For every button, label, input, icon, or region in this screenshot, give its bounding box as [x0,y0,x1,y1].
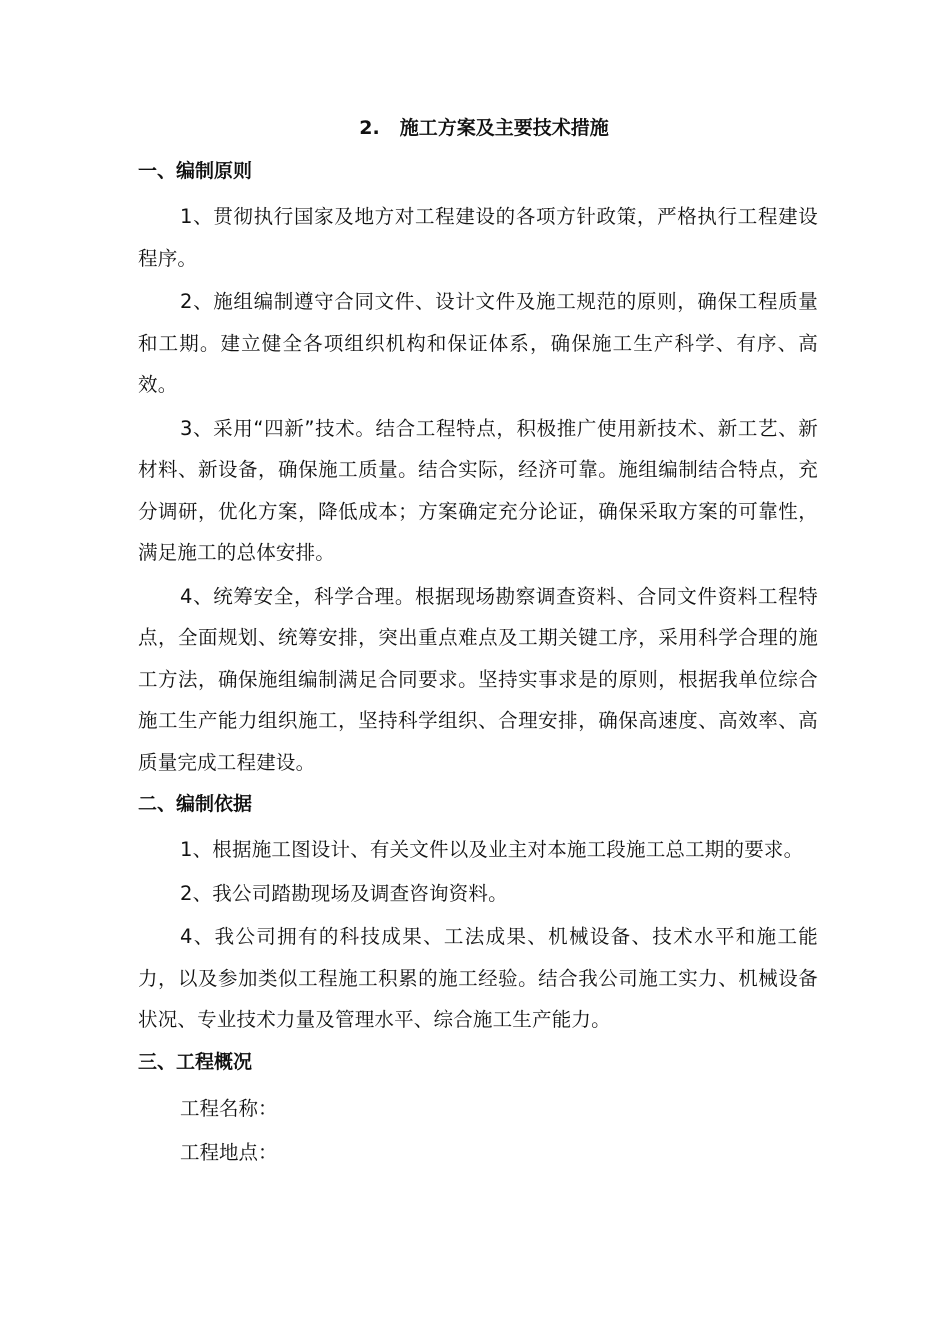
title-text: 施工方案及主要技术措施 [399,117,609,139]
paragraph: 4、我公司拥有的科技成果、工法成果、机械设备、技术水平和施工能力，以及参加类似工程施工积累的施工经验。结合我公司施工实力、机械设备状况、专业技术力量及管理水平、综合施工生产能力。 [138,925,818,1031]
paragraph: 2、我公司踏勘现场及调查咨询资料。 [180,881,508,905]
paragraph: 3、采用“四新”技术。结合工程特点，积极推广使用新技术、新工艺、新材料、新设备，确保施工质量。结合实际，经济可靠。施组编制结合特点，充分调研，优化方案，降低成本；方案确定充分论证，确保采取方案的可靠性，满足施工的总体安排。 [138,416,818,564]
paragraph: 2、施组编制遵守合同文件、设计文件及施工规范的原则，确保工程质量和工期。建立健全各项组织机构和保证体系，确保施工生产科学、有序、高效。 [138,290,818,396]
project-location-field: 工程地点： [180,1140,278,1164]
title-number: 2. [359,117,380,139]
paragraph: 1、贯彻执行国家及地方对工程建设的各项方针政策，严格执行工程建设程序。 [138,205,818,270]
document-page [138,112,818,1175]
section-heading: 一、编制原则 [138,160,253,182]
document-title [138,112,818,144]
paragraph: 4、统筹安全，科学合理。根据现场勘察调查资料、合同文件资料工程特点，全面规划、统筹安排，突出重点难点及工期关键工序，采用科学合理的施工方法，确保施组编制满足合同要求。坚持实事求是的原则，根据我单位综合施工生产能力组织施工，坚持科学组织、合理安排，确保高速度、高效率、高质量完成工程建设。 [138,584,818,774]
project-name-field: 工程名称： [180,1096,278,1120]
section-heading: 三、工程概况 [138,1050,253,1073]
section-heading: 二、编制依据 [138,793,253,815]
section-principles [138,154,818,783]
section-basis [138,787,818,1041]
section-overview [138,1045,818,1175]
paragraph: 1、根据施工图设计、有关文件以及业主对本施工段施工总工期的要求。 [180,838,804,861]
